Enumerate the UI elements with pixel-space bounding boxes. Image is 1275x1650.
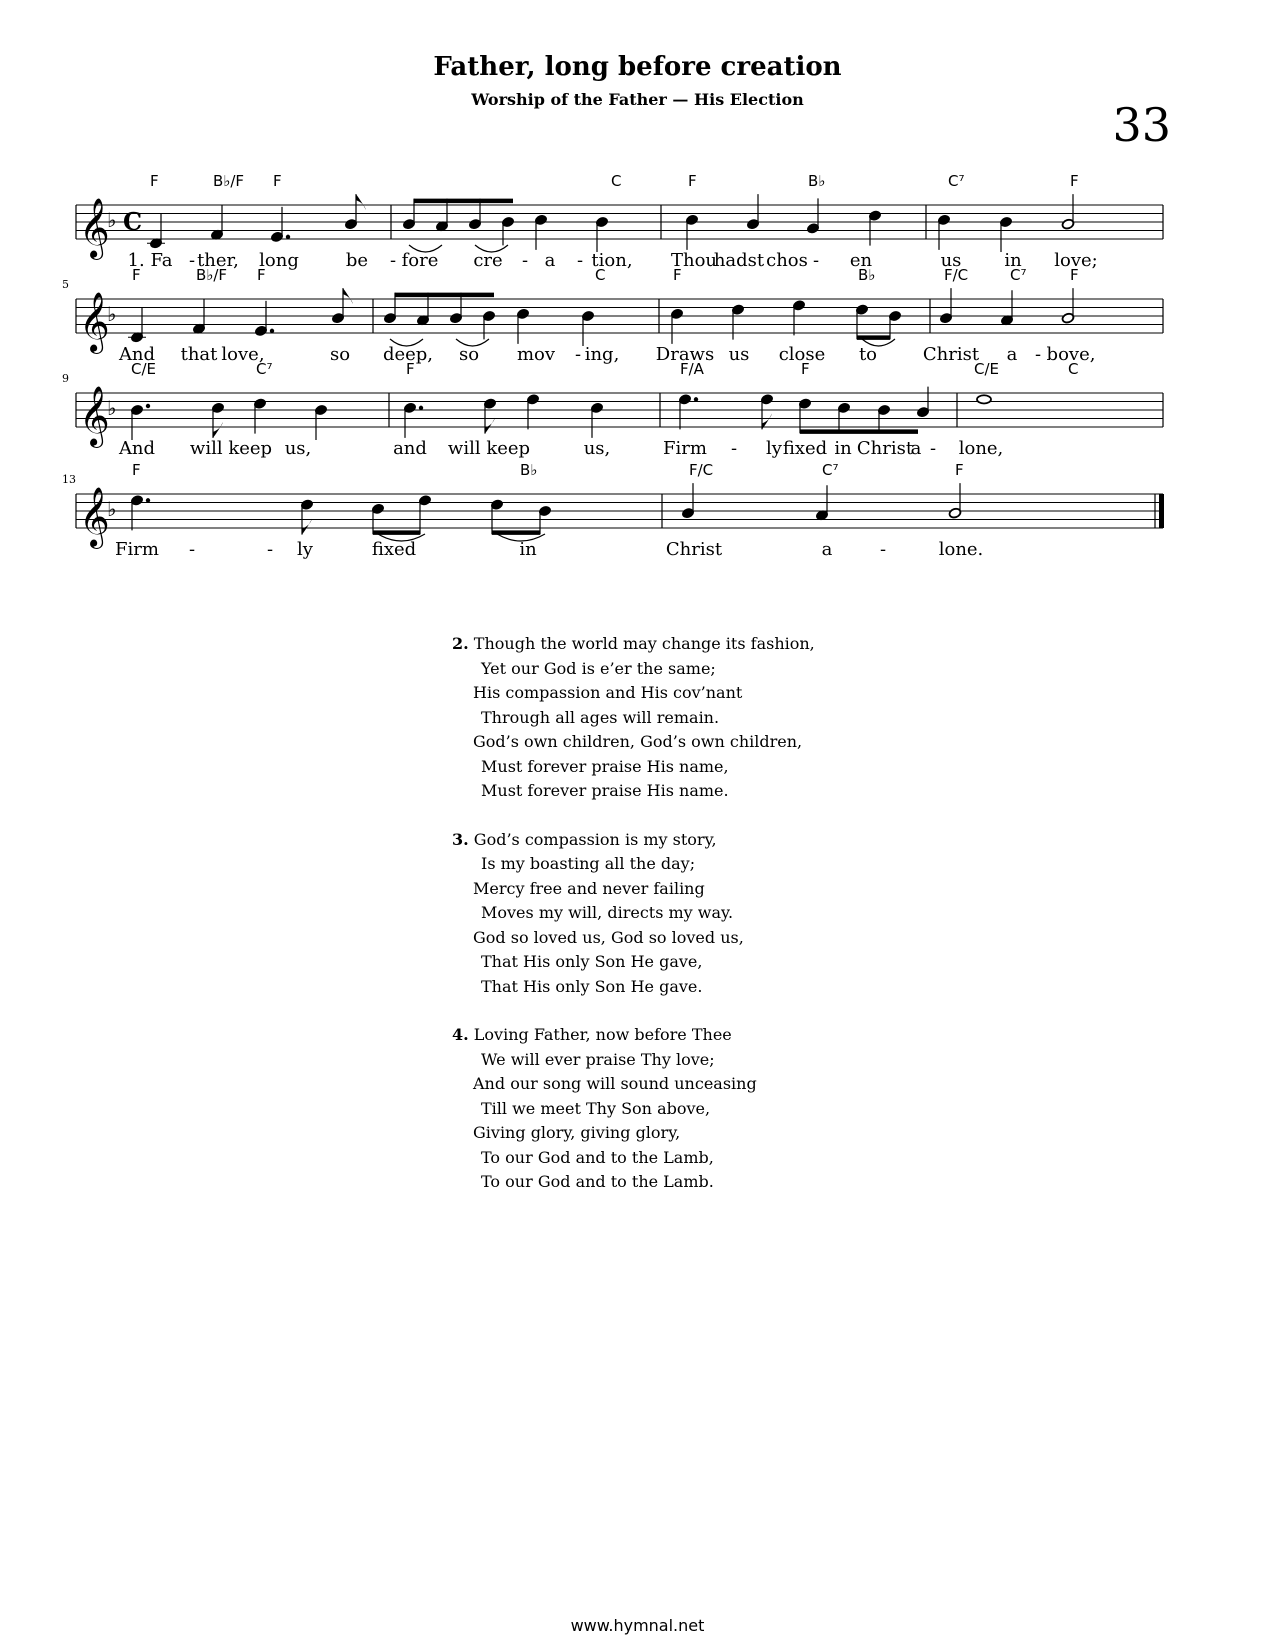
verse-line: [452, 681, 972, 706]
lyric-syllable: -: [812, 250, 820, 271]
lyric-syllable: so: [458, 344, 480, 365]
verse-line: [452, 828, 972, 853]
chord-symbol: F: [801, 360, 810, 378]
verse-line-text: Must forever praise His name.: [481, 781, 729, 800]
verse-line-text: Through all ages will remain.: [481, 707, 720, 727]
key-signature-flat-icon: ♭: [107, 302, 117, 326]
verse-2: [452, 632, 972, 804]
lyric-syllable: a: [1006, 344, 1018, 365]
dot: [419, 406, 423, 410]
verse-line: [452, 1121, 972, 1146]
treble-clef-icon: 𝄞: [79, 487, 110, 547]
chord-symbol: C⁷: [1010, 266, 1027, 284]
verse-line: [452, 730, 972, 755]
beam: [395, 293, 494, 298]
lyric-syllable: cre: [473, 250, 503, 271]
hymn-title: Father, long before creation: [433, 52, 842, 82]
verse-line: [452, 877, 972, 902]
lyric-syllable: bove,: [1046, 344, 1096, 365]
lyric-syllable: -: [1034, 344, 1042, 365]
lyric-syllable: in: [1004, 250, 1022, 271]
beam: [800, 429, 918, 434]
chord-symbol: B♭: [520, 461, 538, 479]
lyric-syllable: Christ: [922, 344, 980, 365]
verse-line-text: Till we meet Thy Son above,: [481, 1098, 711, 1118]
lyric-syllable: us,: [284, 438, 312, 459]
key-signature-flat-icon: ♭: [107, 208, 117, 232]
verse-number: 4.: [452, 1025, 469, 1044]
lyric-syllable: -: [574, 344, 582, 365]
lyric-syllable: -: [266, 539, 274, 560]
key-signature-flat-icon: ♭: [107, 396, 117, 420]
chord-symbol: C: [595, 266, 606, 284]
chord-symbol: C: [1068, 360, 1079, 378]
verse-line: [452, 1097, 972, 1122]
verse-number: 2.: [452, 634, 469, 653]
lyric-syllable: love,: [221, 344, 265, 365]
chord-symbol: C/E: [131, 360, 157, 378]
lyric-syllable: Draws: [655, 344, 715, 365]
verse-line: [452, 706, 972, 731]
chord-symbol: F: [257, 266, 266, 284]
dot: [270, 329, 274, 333]
lyric-syllable: ther,: [197, 250, 239, 271]
lyric-syllable: to: [858, 344, 878, 365]
verse-line-text: And our song will sound unceasing: [473, 1074, 757, 1093]
lyric-syllable: -: [929, 438, 937, 459]
verse-line: [452, 1146, 972, 1171]
chord-symbol: F: [406, 360, 415, 378]
chord-symbol: F: [688, 172, 697, 190]
lyric-syllable: and: [393, 438, 427, 459]
lyric-syllable: ly: [297, 539, 313, 560]
verse-line-text: Mercy free and never failing: [473, 878, 705, 898]
lyric-syllable: -: [521, 250, 529, 271]
lyric-syllable: -: [188, 539, 196, 560]
measure-number: 9: [62, 372, 69, 385]
treble-clef-icon: 𝄞: [79, 198, 110, 258]
lyric-syllable: us,: [583, 438, 611, 459]
chord-symbol: C⁷: [256, 360, 273, 378]
verse-line-text: To our God and to the Lamb.: [481, 1172, 714, 1191]
lyric-syllable: Christ: [665, 539, 723, 560]
verse-line: [452, 779, 972, 804]
eighth-flag: [356, 194, 366, 210]
lyric-syllable: us: [940, 250, 962, 271]
lyric-syllable: -: [879, 539, 887, 560]
lyric-syllable: will keep: [447, 438, 531, 459]
verse-line-text: To our God and to the Lamb,: [481, 1147, 714, 1167]
note-head: [977, 395, 991, 403]
lyric-syllable: love;: [1054, 250, 1098, 271]
eighth-flag: [213, 422, 223, 438]
lyric-syllable: fixed: [782, 438, 828, 459]
verse-line: [452, 975, 972, 1000]
eighth-flag: [343, 288, 353, 304]
beam: [373, 530, 420, 535]
verse-line: [452, 1023, 972, 1048]
verse-line-text: God so loved us, God so loved us,: [473, 927, 744, 947]
verse-line: [452, 1048, 972, 1073]
lyric-syllable: -: [389, 250, 397, 271]
chord-symbol: B♭: [858, 266, 876, 284]
verse-line-text: God’s own children, God’s own children,: [473, 732, 803, 751]
verse-line-text: God’s compassion is my story,: [473, 829, 717, 849]
verse-line-text: That His only Son He gave.: [481, 976, 703, 996]
chord-symbol: B♭/F: [213, 172, 245, 190]
verse-line-text: Must forever praise His name,: [481, 756, 729, 776]
lyric-syllable: ly: [766, 438, 782, 459]
lyric-syllable: that: [180, 344, 218, 365]
verse-line: [452, 852, 972, 877]
lyric-syllable: a: [544, 250, 556, 271]
verse-line: [452, 632, 972, 657]
measure-number: 5: [62, 278, 69, 291]
lyric-syllable: be: [345, 250, 369, 271]
chord-symbol: F/A: [680, 360, 704, 378]
lyric-syllable: chos: [766, 250, 808, 271]
lyric-syllable: hadst: [713, 250, 765, 271]
lyric-syllable: so: [329, 344, 351, 365]
lyric-syllable: fore: [401, 250, 439, 271]
chord-symbol: B♭: [808, 172, 826, 190]
lyric-syllable: And: [118, 438, 156, 459]
measure-number: 13: [62, 473, 76, 486]
chord-symbol: F: [273, 172, 282, 190]
lyric-syllable: -: [576, 250, 584, 271]
verse-line-text: Yet our God is e’er the same;: [481, 658, 716, 678]
lyric-syllable: long: [259, 250, 299, 271]
verse-line: [452, 1170, 972, 1195]
lyric-syllable: Christ: [856, 438, 914, 459]
chord-symbol: F/C: [944, 266, 969, 284]
treble-clef-icon: 𝄞: [79, 292, 110, 352]
verse-line: [452, 901, 972, 926]
chord-symbol: C⁷: [822, 461, 839, 479]
lyric-syllable: Firm: [115, 539, 159, 560]
verse-line-text: Moves my will, directs my way.: [481, 903, 734, 922]
verse-line-text: Is my boasting all the day;: [481, 854, 696, 873]
lyric-syllable: in: [834, 438, 852, 459]
dot: [146, 404, 150, 408]
verse-line: [452, 755, 972, 780]
verse-line-text: That His only Son He gave,: [481, 952, 703, 971]
lyric-syllable: tion,: [591, 250, 633, 271]
hymn-number: 33: [1112, 98, 1171, 152]
lyric-syllable: lone,: [958, 438, 1004, 459]
time-signature: C: [123, 207, 143, 236]
lyric-syllable: -: [188, 250, 196, 271]
lyric-syllable: en: [849, 250, 873, 271]
key-signature-flat-icon: ♭: [107, 497, 117, 521]
lyric-syllable: in: [519, 539, 537, 560]
lyric-syllable: a: [821, 539, 833, 560]
chord-symbol: F: [1070, 266, 1079, 284]
verse-line-text: Though the world may change its fashion,: [473, 634, 815, 653]
chord-symbol: F/C: [689, 461, 714, 479]
lyric-syllable: Thou: [670, 250, 718, 271]
footer-url: www.hymnal.net: [570, 1616, 705, 1635]
verse-line: [452, 926, 972, 951]
verse-line-text: His compassion and His cov’nant: [473, 683, 743, 702]
chord-symbol: F: [132, 266, 141, 284]
lyric-syllable: will keep: [189, 438, 273, 459]
verse-line-text: Loving Father, now before Thee: [473, 1025, 732, 1044]
dot: [694, 397, 698, 401]
lyric-syllable: And: [118, 344, 156, 365]
verses-list: [452, 632, 972, 1219]
verse-4: [452, 1023, 972, 1195]
lyric-syllable: deep,: [382, 344, 434, 365]
verse-line: [452, 950, 972, 975]
chord-symbol: F: [1070, 172, 1079, 190]
chord-symbol: F: [673, 266, 682, 284]
beam: [414, 199, 513, 204]
dot: [146, 498, 150, 502]
lyric-syllable: Firm: [663, 438, 707, 459]
verse-line: [452, 1072, 972, 1097]
verse-line-text: Giving glory, giving glory,: [473, 1123, 681, 1142]
eighth-flag: [485, 418, 495, 434]
lyric-syllable: close: [778, 344, 826, 365]
lyric-syllable: mov: [516, 344, 556, 365]
lyric-syllable: -: [730, 438, 738, 459]
chord-symbol: F: [955, 461, 964, 479]
beam: [492, 530, 540, 535]
verse-line: [452, 657, 972, 682]
verse-line-text: We will ever praise Thy love;: [481, 1049, 715, 1069]
lyric-syllable: 1. Fa: [127, 250, 173, 271]
chord-symbol: C⁷: [948, 172, 965, 190]
chord-symbol: B♭/F: [196, 266, 228, 284]
lyric-syllable: lone.: [938, 539, 984, 560]
sheet-music-score: [0, 0, 1275, 600]
treble-clef-icon: 𝄞: [79, 386, 110, 446]
eighth-flag: [302, 519, 312, 535]
lyric-syllable: us: [728, 344, 750, 365]
chord-symbol: C/E: [974, 360, 1000, 378]
final-thick-bar-line: [1159, 494, 1164, 528]
verse-3: [452, 828, 972, 1000]
chord-symbol: F: [132, 461, 141, 479]
chord-symbol: F: [150, 172, 159, 190]
lyric-syllable: ing,: [584, 344, 620, 365]
hymn-subtitle: Worship of the Father — His Election: [471, 90, 804, 109]
lyric-syllable: a: [910, 438, 922, 459]
dot: [286, 235, 290, 239]
chord-symbol: C: [611, 172, 622, 190]
verse-number: 3.: [452, 829, 469, 849]
lyric-syllable: fixed: [371, 539, 417, 560]
